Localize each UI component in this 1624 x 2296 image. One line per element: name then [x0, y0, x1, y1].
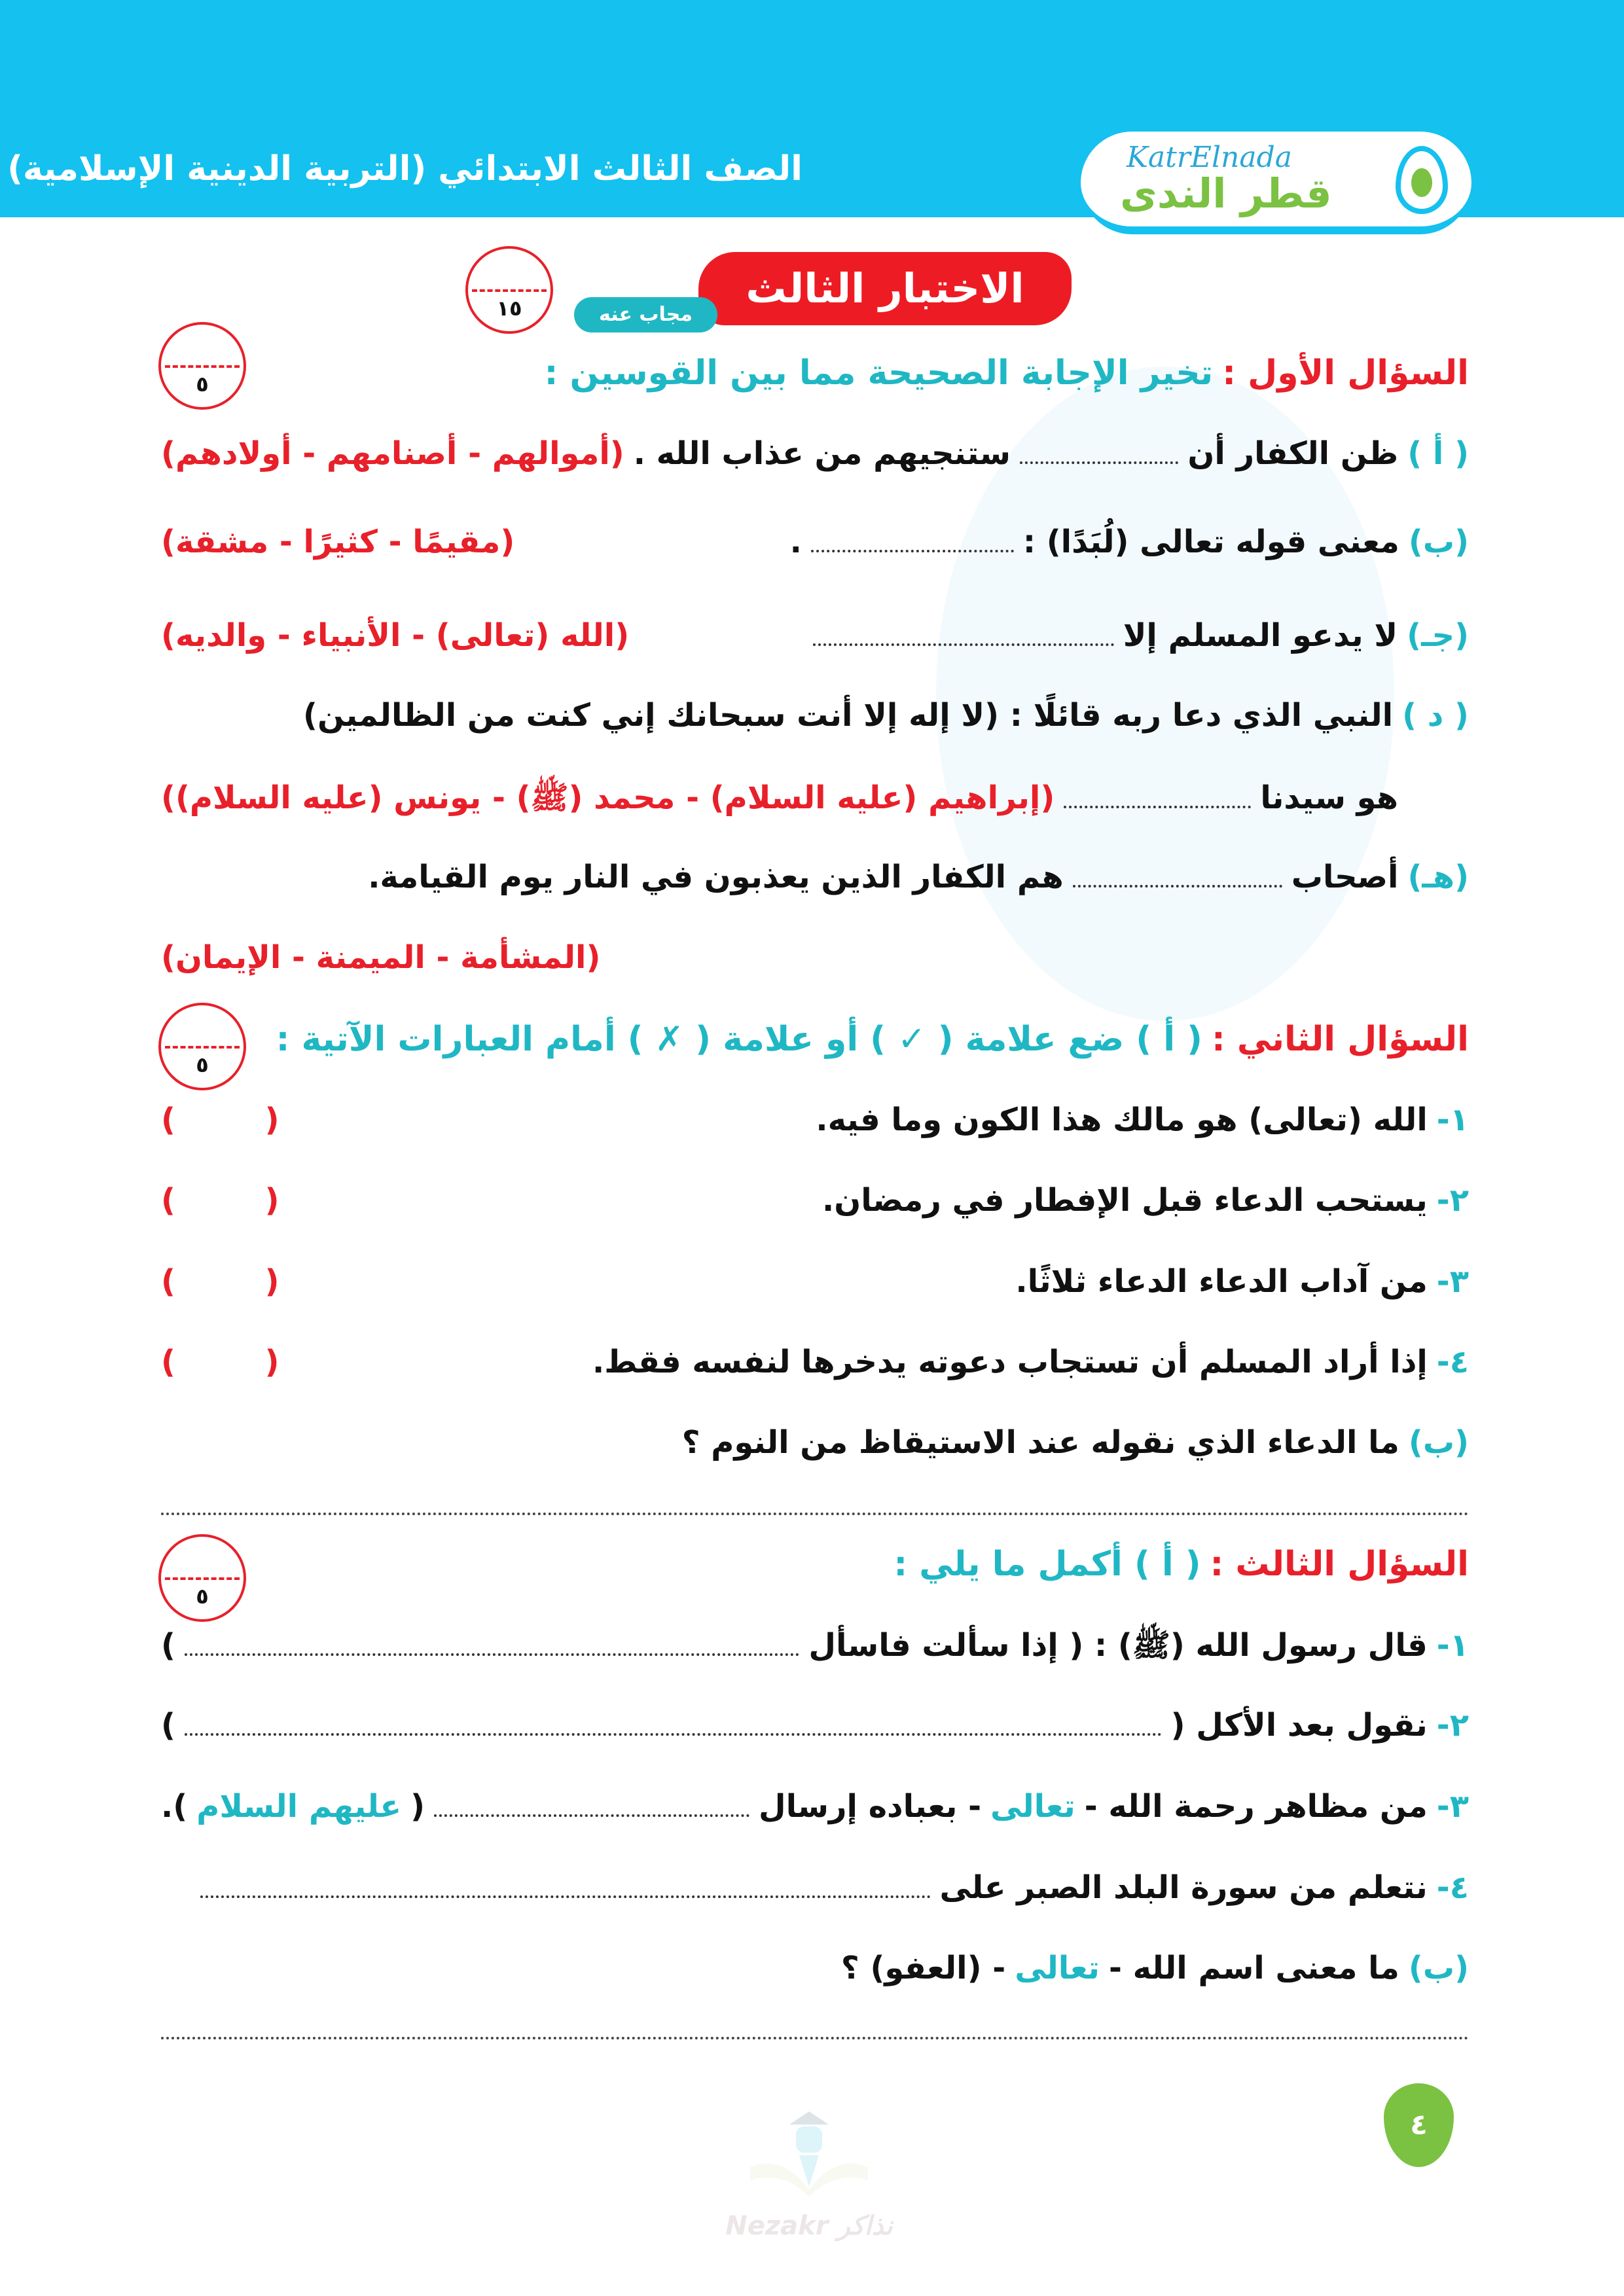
item-marker: ( د )	[1402, 697, 1469, 734]
graduate-book-icon	[744, 2108, 875, 2200]
answer-line[interactable]	[161, 2037, 1469, 2039]
answer-line[interactable]	[161, 1513, 1469, 1515]
answer-box[interactable]: ( )	[161, 1344, 319, 1380]
answer-blank[interactable]	[1020, 455, 1178, 464]
answer-blank[interactable]	[185, 1647, 799, 1656]
item-marker: (ب)	[1408, 1424, 1469, 1461]
q3-score: ٥	[196, 1584, 209, 1609]
q2-item-4	[161, 1344, 1469, 1380]
answer-blank[interactable]	[200, 1889, 931, 1898]
answer-box[interactable]: ( )	[161, 1102, 319, 1138]
item-text: من مظاهر رحمة الله -	[1084, 1788, 1428, 1825]
closing-paren: )	[161, 1627, 175, 1664]
q3-item-3	[161, 1788, 1469, 1825]
item-text: الله (تعالى) هو مالك هذا الكون وما فيه.	[816, 1102, 1428, 1138]
q1-heading	[161, 353, 1469, 393]
answer-blank[interactable]	[1064, 799, 1251, 808]
item-marker: (جـ)	[1407, 617, 1469, 654]
item-number: ٢-	[1436, 1182, 1469, 1219]
q1-item-e-options	[161, 939, 1469, 976]
q3-label: السؤال الثالث :	[1210, 1545, 1469, 1584]
q2-item-b	[161, 1424, 1469, 1461]
q1-label: السؤال الأول :	[1222, 353, 1469, 393]
q1-item-d-line2	[161, 779, 1398, 824]
answer-blank[interactable]	[811, 543, 1014, 552]
water-drop-icon	[1396, 146, 1448, 214]
item-text-after: .	[789, 524, 802, 560]
item-options: (إبراهيم (عليه السلام) - محمد (ﷺ) - يونس (عليه السلام))	[161, 780, 1055, 816]
item-text: أصحاب	[1291, 859, 1399, 895]
opening-paren: (	[410, 1788, 425, 1825]
item-text: إذا أراد المسلم أن تستجاب دعوته يدخرها لنفسه فقط.	[592, 1344, 1428, 1380]
answer-box[interactable]: ( )	[161, 1263, 319, 1300]
item-number: ٤-	[1436, 1869, 1469, 1906]
watermark-text: Nezakr نذاكر	[725, 2211, 893, 2241]
total-score-circle	[465, 246, 553, 334]
answer-blank[interactable]	[1073, 878, 1282, 888]
item-text-highlight: عليهم السلام	[196, 1788, 402, 1825]
item-text: ما معنى اسم الله -	[1108, 1950, 1399, 1986]
q1-item-c	[161, 617, 1469, 654]
item-text: النبي الذي دعا ربه قائلًا : (لا إله إلا أنت سبحانك إني كنت من الظالمين)	[303, 697, 1394, 734]
q2-score: ٥	[196, 1052, 209, 1077]
answer-box[interactable]: ( )	[161, 1182, 319, 1219]
q2-item-2	[161, 1182, 1469, 1219]
q1-score: ٥	[196, 372, 209, 397]
item-text: - (العفو) ؟	[840, 1950, 1006, 1986]
item-number: ٣-	[1436, 1788, 1469, 1825]
q2-instruction: ( أ ) ضع علامة ( ✓ ) أو علامة ( ✗ ) أمام العبارات الآتية :	[276, 1020, 1202, 1059]
q2-label: السؤال الثاني :	[1211, 1020, 1469, 1059]
item-text: من آداب الدعاء الدعاء ثلاثًا.	[1015, 1263, 1428, 1300]
answer-blank[interactable]	[813, 637, 1114, 646]
item-text-after: هم الكفار الذين يعذبون في النار يوم القيامة.	[368, 859, 1064, 895]
q2-item-3	[161, 1263, 1469, 1300]
item-marker: (ب)	[1408, 1950, 1469, 1986]
item-text: - بعباده إرسال	[759, 1788, 982, 1825]
item-options: (مقيمًا - كثيرًا - مشقة)	[161, 524, 515, 560]
item-text-highlight: تعالى	[1015, 1950, 1100, 1986]
page-number: ٤	[1384, 2083, 1454, 2167]
item-text-after: ستنجيهم من عذاب الله .	[633, 435, 1011, 472]
item-text: لا يدعو المسلم إلا	[1123, 617, 1398, 654]
item-text: نقول بعد الأكل (	[1170, 1707, 1428, 1744]
item-number: ١-	[1436, 1627, 1469, 1664]
logo-text-en: KatrElnada	[1127, 141, 1292, 174]
item-text: معنى قوله تعالى (لُبَدًا) :	[1022, 524, 1399, 560]
item-marker: (هـ)	[1407, 859, 1469, 895]
exam-title: الاختبار الثالث	[698, 252, 1072, 325]
item-text: هو سيدنا	[1260, 780, 1398, 816]
logo-text-ar: قطر الندى	[1120, 170, 1332, 217]
q2-item-1	[161, 1102, 1469, 1138]
item-number: ٤-	[1436, 1344, 1469, 1380]
q2-heading	[161, 1020, 1469, 1059]
katr-elnada-logo	[1081, 132, 1471, 234]
item-marker: (ب)	[1408, 524, 1469, 560]
item-marker: ( أ )	[1407, 435, 1469, 472]
item-number: ٣-	[1436, 1263, 1469, 1300]
q1-item-b	[161, 524, 1469, 560]
item-options: (أموالهم - أصنامهم - أولادهم)	[161, 435, 624, 472]
answer-blank[interactable]	[185, 1727, 1162, 1736]
item-text: نتعلم من سورة البلد الصبر على	[939, 1869, 1428, 1906]
item-text: ما الدعاء الذي نقوله عند الاستيقاظ من النوم ؟	[681, 1424, 1399, 1461]
item-number: ٢-	[1436, 1707, 1469, 1744]
q3-instruction: ( أ ) أكمل ما يلي :	[893, 1545, 1201, 1584]
q3-heading	[161, 1545, 1469, 1584]
item-text: يستحب الدعاء قبل الإفطار في رمضان.	[822, 1182, 1428, 1219]
item-options: (الله (تعالى) - الأنبياء - والديه)	[161, 617, 630, 654]
page-header-title: الصف الثالث الابتدائي (التربية الدينية الإسلامية)	[7, 149, 803, 188]
q1-item-a	[161, 435, 1469, 472]
answer-blank[interactable]	[434, 1808, 749, 1817]
total-score: ١٥	[496, 296, 522, 321]
q1-instruction: تخير الإجابة الصحيحة مما بين القوسين :	[544, 353, 1214, 393]
item-number: ١-	[1436, 1102, 1469, 1138]
item-options: (المشأمة - الميمنة - الإيمان)	[161, 939, 601, 976]
q3-item-b	[161, 1950, 1469, 1986]
q3-item-2	[161, 1707, 1469, 1744]
q1-item-d	[161, 697, 1469, 734]
q3-item-4	[161, 1869, 1469, 1906]
q1-item-e	[161, 859, 1469, 895]
q3-item-1	[161, 1626, 1469, 1672]
nezakr-watermark-logo	[717, 2108, 901, 2248]
item-text-highlight: تعالى	[990, 1788, 1075, 1825]
closing-paren: ).	[161, 1788, 188, 1825]
item-text: ظن الكفار أن	[1187, 435, 1399, 472]
item-text: قال رسول الله (ﷺ) : ( إذا سألت فاسأل	[808, 1627, 1428, 1664]
answered-badge: مجاب عنه	[574, 297, 717, 332]
closing-paren: )	[161, 1707, 175, 1744]
